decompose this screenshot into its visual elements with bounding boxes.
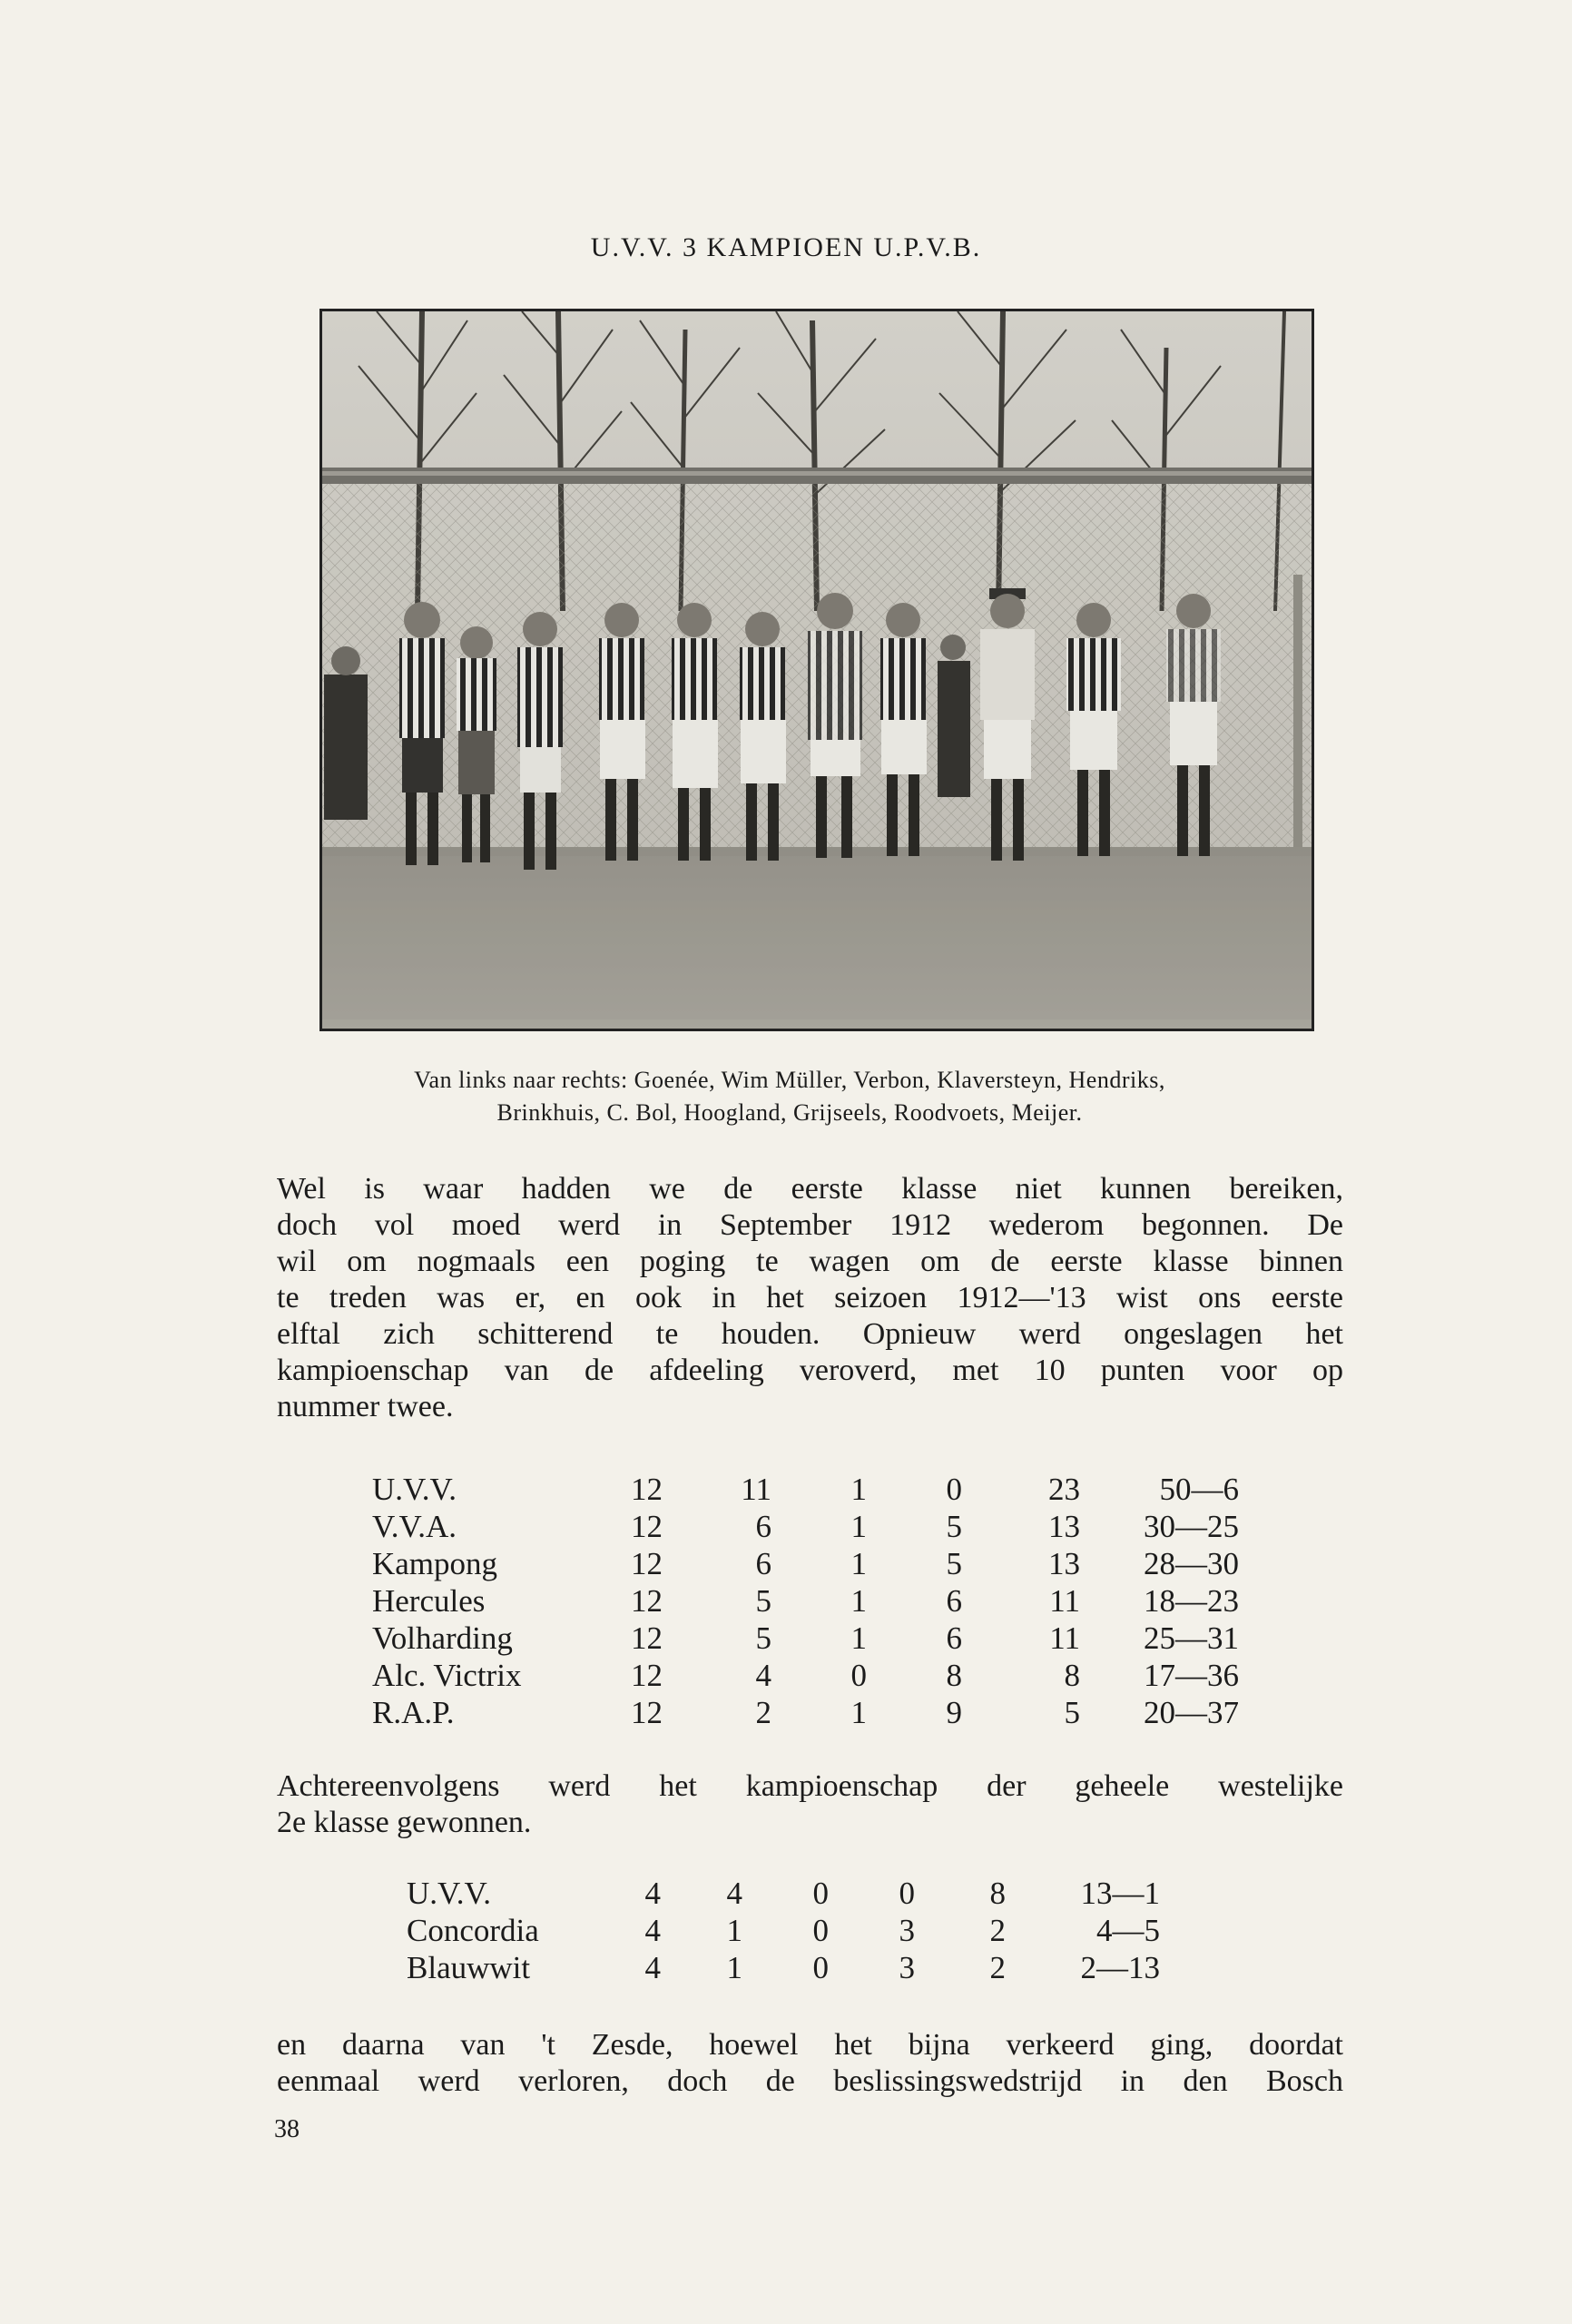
team-name: Concordia: [407, 1913, 539, 1948]
table-cell: 12: [631, 1472, 663, 1507]
table-cell: 50—6: [1159, 1472, 1239, 1507]
table-cell: 18—23: [1144, 1583, 1239, 1619]
table-cell: 2: [755, 1695, 771, 1730]
table-cell: 2: [989, 1950, 1006, 1985]
text-line: eenmaal werd verloren, doch de beslissingswedstrijd in den Bosch: [277, 2064, 1343, 2098]
table-cell: 6: [755, 1509, 771, 1544]
team-name: Volharding: [372, 1620, 513, 1656]
table-cell: 17—36: [1144, 1658, 1239, 1693]
table-cell: 4—5: [1096, 1913, 1160, 1948]
table-cell: 0: [899, 1876, 915, 1911]
table-cell: 11: [1049, 1620, 1080, 1656]
table-row: [407, 1949, 1160, 1986]
table-row: [372, 1620, 1239, 1657]
team-photo-icon: [322, 311, 1312, 1029]
photo-caption: [272, 1064, 1307, 1129]
team-name: R.A.P.: [372, 1695, 455, 1730]
table-cell: 0: [850, 1658, 867, 1693]
table-row: [372, 1508, 1239, 1545]
table-row: [372, 1582, 1239, 1620]
text-line: Achtereenvolgens werd het kampioenschap der geheele westelijke: [277, 1769, 1343, 1803]
table-cell: 1: [850, 1546, 867, 1581]
table-cell: 6: [946, 1583, 962, 1619]
page-number: 38: [274, 2115, 300, 2143]
table-cell: 0: [812, 1876, 829, 1911]
team-name: Alc. Victrix: [372, 1658, 522, 1693]
table-cell: 11: [741, 1472, 771, 1507]
table-cell: 13—1: [1080, 1876, 1160, 1911]
table-row: [407, 1875, 1160, 1912]
table-row: [372, 1657, 1239, 1694]
table-cell: 12: [631, 1583, 663, 1619]
table-cell: 2—13: [1080, 1950, 1160, 1985]
table-cell: 8: [989, 1876, 1006, 1911]
text-line: nummer twee.: [277, 1390, 454, 1423]
table-cell: 1: [850, 1509, 867, 1544]
table-cell: 12: [631, 1658, 663, 1693]
table-row: [372, 1471, 1239, 1508]
table-row: [372, 1694, 1239, 1731]
text-line: kampioenschap van de afdeeling veroverd, met 10 punten voor op: [277, 1354, 1343, 1387]
table-cell: 12: [631, 1509, 663, 1544]
table-cell: 5: [946, 1546, 962, 1581]
table-cell: 6: [946, 1620, 962, 1656]
team-name: U.V.V.: [372, 1472, 457, 1507]
table-cell: 8: [946, 1658, 962, 1693]
table-cell: 8: [1064, 1658, 1080, 1693]
text-line: en daarna van 't Zesde, hoewel het bijna verkeerd ging, doordat: [277, 2028, 1343, 2062]
team-name: U.V.V.: [407, 1876, 492, 1911]
table-cell: 28—30: [1144, 1546, 1239, 1581]
paragraph-westelijke: [277, 1768, 1343, 1841]
table-cell: 3: [899, 1950, 915, 1985]
table-cell: 1: [726, 1913, 742, 1948]
paragraph-intro: [277, 1171, 1343, 1425]
table-cell: 4: [644, 1950, 661, 1985]
table-cell: 0: [812, 1913, 829, 1948]
table-cell: 12: [631, 1546, 663, 1581]
standings-table-westelijke: [407, 1875, 1160, 1986]
table-cell: 5: [1064, 1695, 1080, 1730]
table-cell: 1: [850, 1695, 867, 1730]
table-cell: 5: [946, 1509, 962, 1544]
caption-line: Van links naar rechts: Goenée, Wim Müller, Verbon, Klaversteyn, Hendriks,: [414, 1067, 1165, 1093]
text-line: Wel is waar hadden we de eerste klasse niet kunnen bereiken,: [277, 1172, 1343, 1206]
table-cell: 9: [946, 1695, 962, 1730]
table-cell: 5: [755, 1620, 771, 1656]
table-cell: 4: [755, 1658, 771, 1693]
standings-table-afdeeling: [372, 1471, 1239, 1731]
table-cell: 5: [755, 1583, 771, 1619]
table-cell: 13: [1048, 1546, 1080, 1581]
table-cell: 0: [812, 1950, 829, 1985]
table-cell: 23: [1048, 1472, 1080, 1507]
table-cell: 1: [726, 1950, 742, 1985]
table-cell: 11: [1049, 1583, 1080, 1619]
text-line: wil om nogmaals een poging te wagen om de eerste klasse binnen: [277, 1245, 1343, 1278]
text-line: 2e klasse gewonnen.: [277, 1806, 532, 1839]
table-cell: 4: [644, 1876, 661, 1911]
page-title: U.V.V. 3 KAMPIOEN U.P.V.B.: [590, 232, 982, 262]
table-cell: 3: [899, 1913, 915, 1948]
table-cell: 1: [850, 1583, 867, 1619]
table-cell: 2: [989, 1913, 1006, 1948]
team-name: Hercules: [372, 1583, 486, 1619]
paragraph-zesde: [277, 2027, 1343, 2100]
team-photo: [319, 309, 1314, 1031]
table-cell: 4: [726, 1876, 742, 1911]
table-cell: 1: [850, 1472, 867, 1507]
table-cell: 1: [850, 1620, 867, 1656]
table-cell: 4: [644, 1913, 661, 1948]
table-cell: 12: [631, 1620, 663, 1656]
team-name: Blauwwit: [407, 1950, 531, 1985]
team-name: V.V.A.: [372, 1509, 457, 1544]
text-line: doch vol moed werd in September 1912 wederom begonnen. De: [277, 1208, 1343, 1242]
table-cell: 20—37: [1144, 1695, 1239, 1730]
table-row: [407, 1912, 1160, 1949]
table-cell: 25—31: [1144, 1620, 1239, 1656]
table-cell: 6: [755, 1546, 771, 1581]
text-line: te treden was er, en ook in het seizoen 1912—'13 wist ons eerste: [277, 1281, 1343, 1315]
team-name: Kampong: [372, 1546, 498, 1581]
table-cell: 13: [1048, 1509, 1080, 1544]
caption-line: Brinkhuis, C. Bol, Hoogland, Grijseels, Roodvoets, Meijer.: [496, 1099, 1083, 1126]
table-cell: 0: [946, 1472, 962, 1507]
text-line: elftal zich schitterend te houden. Opnieuw werd ongeslagen het: [277, 1317, 1343, 1351]
table-cell: 30—25: [1144, 1509, 1239, 1544]
table-cell: 12: [631, 1695, 663, 1730]
table-row: [372, 1545, 1239, 1582]
